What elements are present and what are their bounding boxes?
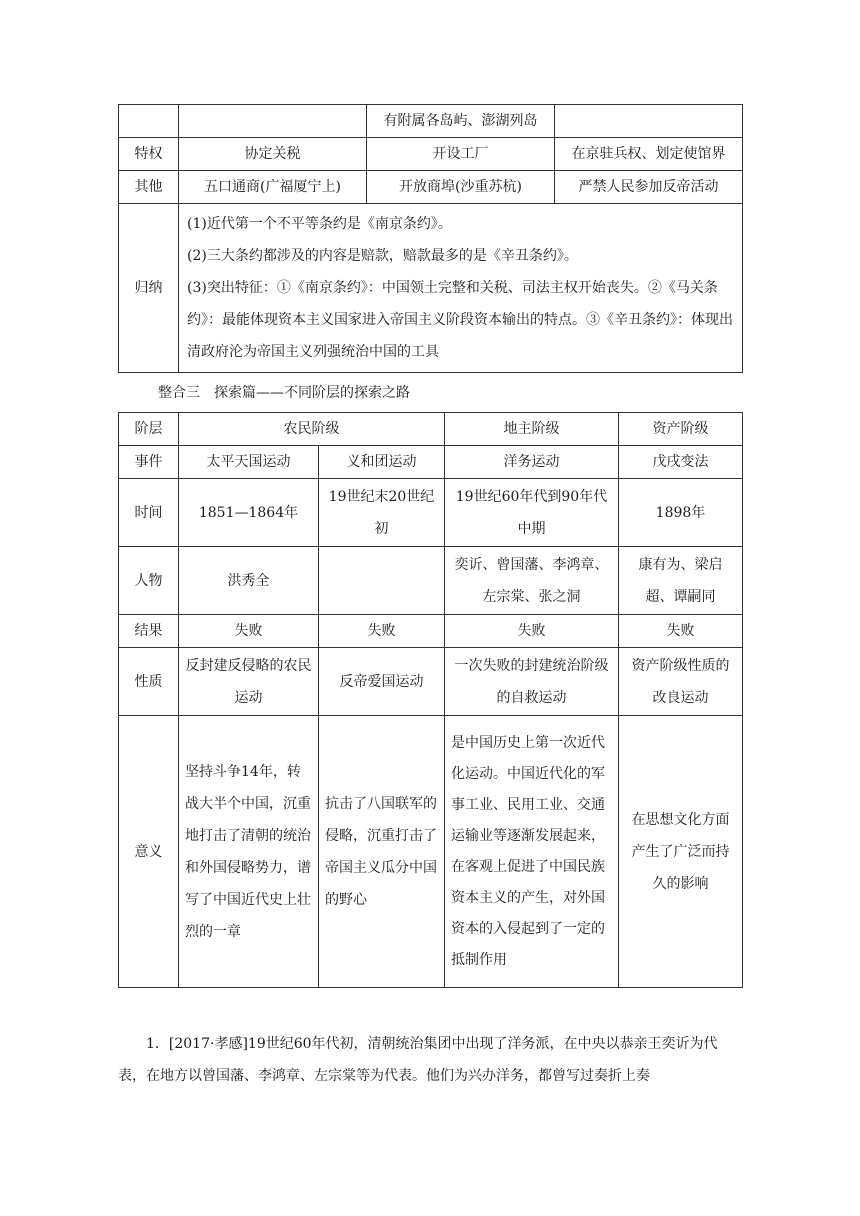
table-cell: 一次失败的封建统治阶级的自救运动 (445, 648, 619, 716)
table-header-cell: 阶层 (119, 413, 179, 446)
table-cell: 失败 (619, 615, 743, 648)
table-row (119, 648, 743, 716)
table-cell: 严禁人民参加反帝活动 (555, 171, 743, 204)
table-cell: 人物 (119, 547, 179, 615)
table-cell: 开放商埠(沙重苏杭) (367, 171, 555, 204)
table-cell: 有附属各岛屿、澎湖列岛 (367, 105, 555, 138)
table-row (119, 413, 743, 446)
table-header-cell: 资产阶级 (619, 413, 743, 446)
table-row (119, 204, 743, 373)
summary-line: (2)三大条约都涉及的内容是赔款，赔款最多的是《辛丑条约》。 (187, 248, 578, 264)
table-cell: 康有为、梁启超、谭嗣同 (619, 547, 743, 615)
table-row (119, 716, 743, 988)
table-cell: 洪秀全 (179, 547, 319, 615)
table-row (119, 615, 743, 648)
table-cell: 资产阶级性质的改良运动 (619, 648, 743, 716)
table-cell: 坚持斗争14年，转战大半个中国，沉重地打击了清朝的统治和外国侵略势力，谱写了中国近代史上壮烈的一章 (179, 716, 319, 988)
table-cell: 在思想文化方面产生了广泛而持久的影响 (619, 716, 743, 988)
table-cell: 19世纪末20世纪初 (319, 479, 445, 547)
table-row (119, 138, 743, 171)
table-cell: 时间 (119, 479, 179, 547)
table-row (119, 446, 743, 479)
table-cell: 太平天国运动 (179, 446, 319, 479)
table-cell: 反封建反侵略的农民运动 (179, 648, 319, 716)
table-cell: 特权 (119, 138, 179, 171)
table-cell: 义和团运动 (319, 446, 445, 479)
table-row (119, 479, 743, 547)
table-cell: 意义 (119, 716, 179, 988)
table-row (119, 171, 743, 204)
table-cell: 失败 (445, 615, 619, 648)
table-cell (119, 105, 179, 138)
table-cell: 开设工厂 (367, 138, 555, 171)
table-row (119, 547, 743, 615)
table-cell: 戊戌变法 (619, 446, 743, 479)
table-cell (555, 105, 743, 138)
summary-cell (179, 204, 743, 373)
treaty-summary-table (118, 104, 743, 373)
summary-line: (3)突出特征：①《南京条约》：中国领土完整和关税、司法主权开始丧失。②《马关条约》：最能体现资本主义国家进入帝国主义阶段资本输出的特点。③《辛丑条约》：体现出清政府沦为帝国主义列强统治中国的工具 (187, 280, 733, 360)
table-cell: 结果 (119, 615, 179, 648)
table-cell: 在京驻兵权、划定使馆界 (555, 138, 743, 171)
summary-label: 归纳 (119, 204, 179, 373)
exploration-table (118, 412, 743, 988)
table-cell: 奕䜣、曾国藩、李鸿章、左宗棠、张之洞 (445, 547, 619, 615)
table-cell (179, 105, 367, 138)
table-cell: 事件 (119, 446, 179, 479)
table-cell: 五口通商(广福厦宁上) (179, 171, 367, 204)
table-cell: 协定关税 (179, 138, 367, 171)
table-cell: 是中国历史上第一次近代化运动。中国近代化的军事工业、民用工业、交通运输业等逐渐发展起来，在客观上促进了中国民族资本主义的产生，对外国资本的入侵起到了一定的抵制作用 (445, 716, 619, 988)
table-cell: 1898年 (619, 479, 743, 547)
table-header-cell: 地主阶级 (445, 413, 619, 446)
table-cell (319, 547, 445, 615)
table-cell: 其他 (119, 171, 179, 204)
table-cell: 性质 (119, 648, 179, 716)
table-cell: 失败 (319, 615, 445, 648)
table-cell: 失败 (179, 615, 319, 648)
table-cell: 反帝爱国运动 (319, 648, 445, 716)
table-cell: 19世纪60年代到90年代中期 (445, 479, 619, 547)
table-header-cell: 农民阶级 (179, 413, 445, 446)
table-row (119, 105, 743, 138)
section-title: 整合三 探索篇——不同阶层的探索之路 (158, 385, 410, 401)
summary-line: (1)近代第一个不平等条约是《南京条约》。 (187, 216, 452, 232)
table-cell: 洋务运动 (445, 446, 619, 479)
table-cell: 1851—1864年 (179, 479, 319, 547)
question-paragraph: 1．[2017·孝感]19世纪60年代初，清朝统治集团中出现了洋务派，在中央以恭亲王奕䜣为代表，在地方以曾国藩、李鸿章、左宗棠等为代表。他们为兴办洋务，都曾写过奏折上奏 (118, 1036, 718, 1084)
table-cell: 抗击了八国联军的侵略，沉重打击了帝国主义瓜分中国的野心 (319, 716, 445, 988)
